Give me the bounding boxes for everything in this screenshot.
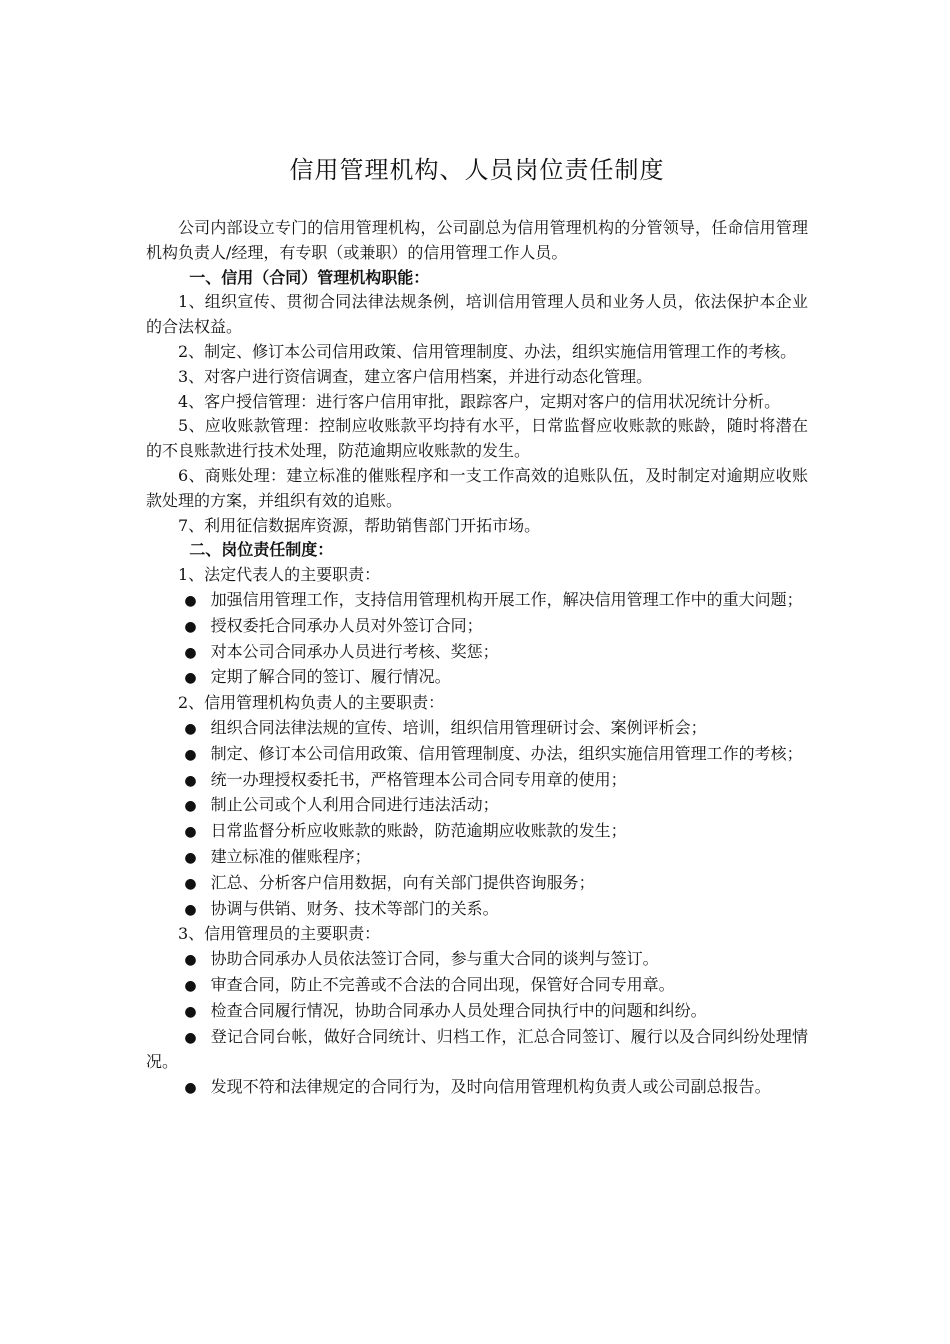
bullet-item bbox=[146, 947, 808, 973]
bullet-text: 对本公司合同承办人员进行考核、奖惩； bbox=[210, 641, 499, 661]
bullet-text: 发现不符和法律规定的合同行为，及时向信用管理机构负责人或公司副总报告。 bbox=[210, 1077, 771, 1097]
bullet-dot-icon: ● bbox=[184, 901, 197, 918]
bullet-item bbox=[146, 897, 808, 923]
document-page bbox=[146, 150, 808, 1101]
bullet-text: 制止公司或个人利用合同进行违法活动； bbox=[210, 795, 499, 815]
bullet-text: 组织合同法律法规的宣传、培训，组织信用管理研讨会、案例评析会； bbox=[210, 717, 707, 737]
section2-heading: 二、岗位责任制度： bbox=[189, 540, 334, 560]
bullet-item bbox=[146, 845, 808, 871]
bullet-text: 审查合同，防止不完善或不合法的合同出现，保管好合同专用章。 bbox=[210, 974, 675, 994]
bullet-dot-icon: ● bbox=[184, 1080, 197, 1097]
bullet-item bbox=[146, 819, 808, 845]
group-label: 1、法定代表人的主要职责： bbox=[178, 565, 381, 585]
bullet-item bbox=[146, 973, 808, 999]
section1-item: 2、制定、修订本公司信用政策、信用管理制度、办法，组织实施信用管理工作的考核。 bbox=[178, 341, 797, 361]
section1-heading: 一、信用（合同）管理机构职能： bbox=[189, 267, 430, 287]
bullet-dot-icon: ● bbox=[184, 849, 197, 866]
bullet-dot-icon: ● bbox=[184, 618, 197, 635]
document-title: 信用管理机构、人员岗位责任制度 bbox=[289, 156, 665, 184]
bullet-text: 登记合同台帐，做好合同统计、归档工作，汇总合同签订、履行以及合同纠纷处理情况。 bbox=[146, 1026, 808, 1072]
bullet-dot-icon: ● bbox=[184, 875, 197, 892]
bullet-item bbox=[146, 665, 808, 691]
bullet-text: 授权委托合同承办人员对外签订合同； bbox=[210, 615, 483, 635]
group-label: 3、信用管理员的主要职责： bbox=[178, 924, 381, 944]
bullet-dot-icon: ● bbox=[184, 1003, 197, 1020]
bullet-dot-icon: ● bbox=[184, 592, 197, 609]
bullet-text: 日常监督分析应收账款的账龄，防范逾期应收账款的发生； bbox=[210, 821, 627, 841]
bullet-item bbox=[146, 640, 808, 666]
bullet-text: 定期了解合同的签订、履行情况。 bbox=[210, 667, 451, 687]
bullet-text: 协助合同承办人员依法签订合同，参与重大合同的谈判与签订。 bbox=[210, 949, 659, 969]
bullet-item bbox=[146, 614, 808, 640]
bullet-item bbox=[146, 1025, 808, 1076]
bullet-dot-icon: ● bbox=[184, 644, 197, 661]
section1-item: 4、客户授信管理：进行客户信用审批，跟踪客户，定期对客户的信用状况统计分析。 bbox=[178, 391, 781, 411]
bullet-dot-icon: ● bbox=[184, 798, 197, 815]
group-label: 2、信用管理机构负责人的主要职责： bbox=[178, 693, 445, 713]
bullet-text: 检查合同履行情况，协助合同承办人员处理合同执行中的问题和纠纷。 bbox=[210, 1000, 707, 1020]
bullet-text: 协调与供销、财务、技术等部门的关系。 bbox=[210, 898, 499, 918]
bullet-dot-icon: ● bbox=[184, 1029, 197, 1046]
bullet-dot-icon: ● bbox=[184, 746, 197, 763]
bullet-dot-icon: ● bbox=[184, 952, 197, 969]
bullet-text: 建立标准的催账程序； bbox=[210, 846, 371, 866]
bullet-text: 统一办理授权委托书，严格管理本公司合同专用章的使用； bbox=[210, 769, 627, 789]
section1-item: 6、商账处理：建立标准的催账程序和一支工作高效的追账队伍，及时制定对逾期应收账款处理的方案，并组织有效的追账。 bbox=[146, 465, 808, 510]
section1-item: 7、利用征信数据库资源，帮助销售部门开拓市场。 bbox=[178, 515, 541, 535]
bullet-dot-icon: ● bbox=[184, 670, 197, 687]
bullet-dot-icon: ● bbox=[184, 720, 197, 737]
bullet-item bbox=[146, 742, 808, 768]
bullet-item bbox=[146, 871, 808, 897]
bullet-text: 加强信用管理工作，支持信用管理机构开展工作，解决信用管理工作中的重大问题； bbox=[210, 589, 803, 609]
intro-paragraph: 公司内部设立专门的信用管理机构，公司副总为信用管理机构的分管领导，任命信用管理机构负责人/经理，有专职（或兼职）的信用管理工作人员。 bbox=[146, 218, 808, 262]
bullet-item bbox=[146, 793, 808, 819]
bullet-item bbox=[146, 716, 808, 742]
section1-item: 5、应收账款管理：控制应收账款平均持有水平，日常监督应收账款的账龄，随时将潜在的不良账款进行技术处理，防范逾期应收账款的发生。 bbox=[146, 416, 808, 461]
section1-item: 1、组织宣传、贯彻合同法律法规条例，培训信用管理人员和业务人员，依法保护本企业的合法权益。 bbox=[146, 292, 808, 337]
bullet-text: 汇总、分析客户信用数据，向有关部门提供咨询服务； bbox=[210, 872, 595, 892]
bullet-text: 制定、修订本公司信用政策、信用管理制度、办法，组织实施信用管理工作的考核； bbox=[210, 743, 803, 763]
bullet-item bbox=[146, 1075, 808, 1101]
bullet-item bbox=[146, 768, 808, 794]
bullet-item bbox=[146, 999, 808, 1025]
bullet-dot-icon: ● bbox=[184, 772, 197, 789]
bullet-item bbox=[146, 588, 808, 614]
bullet-dot-icon: ● bbox=[184, 977, 197, 994]
bullet-dot-icon: ● bbox=[184, 824, 197, 841]
section1-item: 3、对客户进行资信调查，建立客户信用档案，并进行动态化管理。 bbox=[178, 366, 653, 386]
